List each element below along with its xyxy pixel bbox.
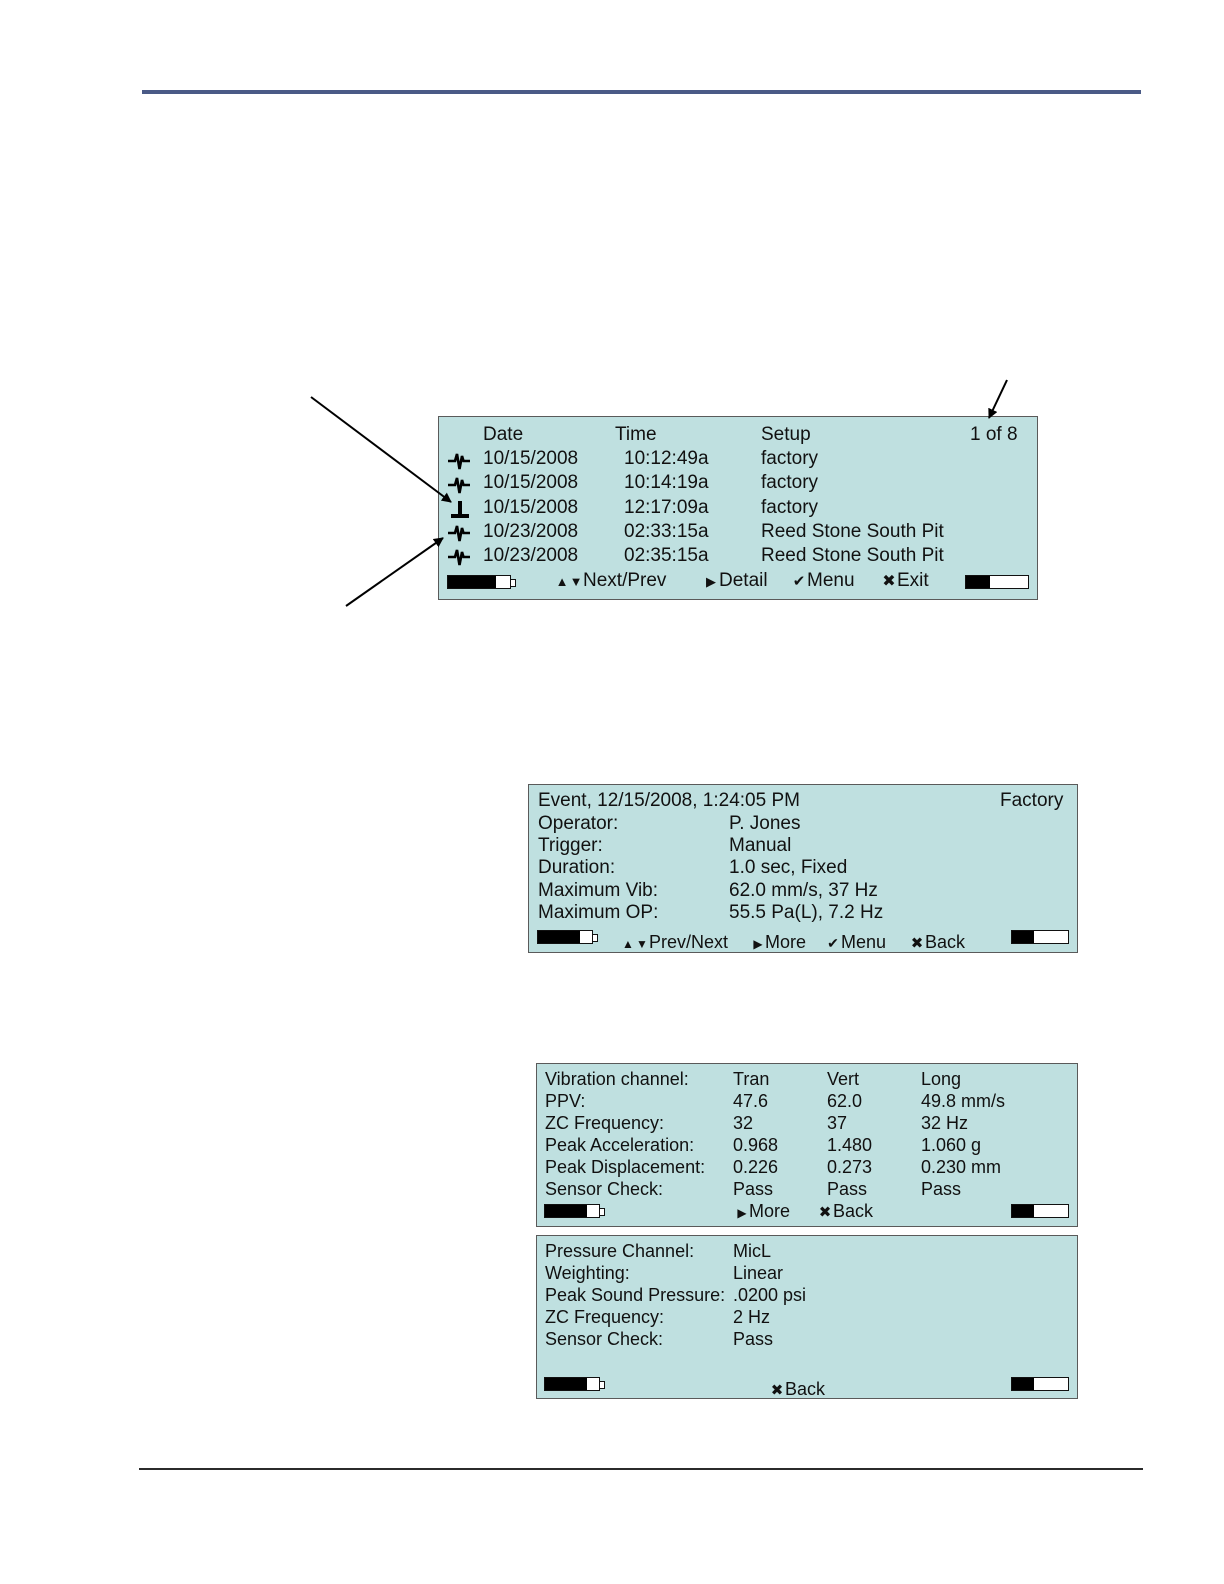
back-label: Back: [785, 1379, 826, 1399]
vib-long-value: 49.8 mm/s: [921, 1091, 1006, 1111]
more-softkey[interactable]: [751, 931, 806, 955]
back-label: Back: [925, 932, 966, 952]
next-prev-label: Next/Prev: [583, 570, 667, 591]
vib-row-label: Sensor Check:: [545, 1179, 664, 1199]
pressure-row-value: .0200 psi: [733, 1285, 807, 1305]
vib-tran-value: 47.6: [733, 1091, 769, 1111]
battery-indicator: [544, 1204, 600, 1218]
waveform-callout-arrow: [346, 538, 443, 606]
more-label: More: [749, 1201, 791, 1221]
battery-indicator: [544, 1377, 600, 1391]
prev-next-label: Prev/Next: [649, 932, 729, 952]
event-date: 10/23/2008: [483, 521, 579, 542]
event-time: 02:33:15a: [624, 521, 709, 542]
close-icon: ✖: [882, 573, 896, 590]
memory-indicator: [1011, 1204, 1069, 1218]
back-label: Back: [833, 1201, 874, 1221]
up-arrow-icon: ▲: [622, 937, 634, 951]
back-softkey[interactable]: [817, 1200, 873, 1224]
pressure-row-value: 2 Hz: [733, 1307, 771, 1327]
vib-row-label: ZC Frequency:: [545, 1113, 665, 1133]
event-time: 10:12:49a: [624, 448, 709, 469]
footer-rule: [139, 1468, 1143, 1470]
event-setup: Reed Stone South Pit: [761, 545, 944, 566]
event-setup: factory: [761, 448, 819, 469]
summary-value: P. Jones: [729, 813, 801, 834]
right-arrow-icon: ▶: [737, 1206, 747, 1220]
down-arrow-icon: ▼: [569, 574, 583, 589]
close-icon: ✖: [818, 1204, 832, 1221]
more-softkey[interactable]: [735, 1200, 790, 1224]
vib-header-long: Long: [921, 1069, 962, 1089]
check-icon: ✔: [792, 573, 806, 590]
back-softkey[interactable]: [769, 1378, 825, 1402]
menu-label: Menu: [807, 570, 855, 591]
prev-next-softkey[interactable]: [621, 931, 728, 955]
next-prev-softkey[interactable]: [555, 570, 666, 593]
vib-header-label: Vibration channel:: [545, 1069, 689, 1089]
event-date: 10/15/2008: [483, 448, 579, 469]
page-indicator: 1 of 8: [970, 424, 1018, 445]
vib-long-value: 1.060 g: [921, 1135, 982, 1155]
menu-label: Menu: [841, 932, 887, 952]
summary-label: Duration:: [538, 857, 616, 878]
check-icon: ✔: [827, 935, 839, 951]
event-setup: Reed Stone South Pit: [761, 521, 944, 542]
vib-long-value: 32 Hz: [921, 1113, 969, 1133]
col-header-date: Date: [483, 424, 524, 445]
battery-indicator: [537, 930, 593, 944]
exit-softkey[interactable]: [881, 570, 929, 593]
header-rule: [142, 90, 1141, 94]
vibration-detail-screen: [536, 1063, 1078, 1227]
menu-softkey[interactable]: [791, 570, 855, 593]
event-date: 10/15/2008: [483, 497, 579, 518]
pressure-row-value: Linear: [733, 1263, 784, 1283]
back-softkey[interactable]: [909, 931, 965, 955]
vib-tran-value: Pass: [733, 1179, 774, 1199]
vib-long-value: 0.230 mm: [921, 1157, 1002, 1177]
event-list-screen: [438, 416, 1038, 600]
more-label: More: [765, 932, 807, 952]
memory-indicator: [1011, 1377, 1069, 1391]
event-date: 10/15/2008: [483, 472, 579, 493]
vib-tran-value: 32: [733, 1113, 754, 1133]
pressure-row-label: Pressure Channel:: [545, 1241, 695, 1261]
waveform-icon: [447, 522, 471, 544]
pressure-row-label: Sensor Check:: [545, 1329, 664, 1349]
battery-indicator: [447, 575, 511, 589]
event-setup: factory: [761, 472, 819, 493]
vib-vert-value: 1.480: [827, 1135, 873, 1155]
pressure-row-value: MicL: [733, 1241, 772, 1261]
vib-row-label: PPV:: [545, 1091, 586, 1111]
memory-indicator: [965, 575, 1029, 589]
vib-vert-value: 0.273: [827, 1157, 873, 1177]
pressure-row-label: Peak Sound Pressure:: [545, 1285, 726, 1305]
summary-value: 62.0 mm/s, 37 Hz: [729, 880, 878, 901]
histogram-callout-arrow: [311, 397, 451, 502]
summary-label: Maximum OP:: [538, 902, 659, 923]
vib-vert-value: 62.0: [827, 1091, 863, 1111]
pressure-row-value: Pass: [733, 1329, 774, 1349]
event-summary-screen: [528, 784, 1078, 953]
event-time: 12:17:09a: [624, 497, 709, 518]
vib-tran-value: 0.226: [733, 1157, 779, 1177]
waveform-icon: [447, 450, 471, 472]
close-icon: ✖: [910, 935, 924, 952]
col-header-time: Time: [615, 424, 657, 445]
summary-label: Trigger:: [538, 835, 603, 856]
detail-label: Detail: [719, 570, 768, 591]
right-arrow-icon: ▶: [706, 574, 716, 589]
page-indicator-callout-arrow: [989, 380, 1007, 418]
vib-vert-value: Pass: [827, 1179, 868, 1199]
summary-value: 1.0 sec, Fixed: [729, 857, 848, 878]
vib-row-label: Peak Acceleration:: [545, 1135, 695, 1155]
vib-vert-value: 37: [827, 1113, 848, 1133]
vib-header-vert: Vert: [827, 1069, 860, 1089]
exit-label: Exit: [897, 570, 929, 591]
event-time: 10:14:19a: [624, 472, 709, 493]
close-icon: ✖: [770, 1382, 784, 1399]
summary-label: Operator:: [538, 813, 619, 834]
pressure-row-label: ZC Frequency:: [545, 1307, 665, 1327]
event-setup-name: Factory: [1000, 790, 1064, 811]
vib-tran-value: 0.968: [733, 1135, 779, 1155]
right-arrow-icon: ▶: [753, 937, 763, 951]
event-date: 10/23/2008: [483, 545, 579, 566]
up-arrow-icon: ▲: [555, 574, 569, 589]
event-time: 02:35:15a: [624, 545, 709, 566]
waveform-icon: [447, 546, 471, 568]
summary-label: Maximum Vib:: [538, 880, 659, 901]
vib-long-value: Pass: [921, 1179, 962, 1199]
waveform-icon: [447, 474, 471, 496]
down-arrow-icon: ▼: [636, 937, 648, 951]
histogram-icon: [447, 498, 471, 520]
menu-softkey[interactable]: [825, 931, 886, 954]
summary-value: Manual: [729, 835, 792, 856]
col-header-setup: Setup: [761, 424, 811, 445]
pressure-row-label: Weighting:: [545, 1263, 630, 1283]
event-setup: factory: [761, 497, 819, 518]
memory-indicator: [1011, 930, 1069, 944]
summary-value: 55.5 Pa(L), 7.2 Hz: [729, 902, 884, 923]
event-title: Event, 12/15/2008, 1:24:05 PM: [538, 790, 800, 811]
vib-row-label: Peak Displacement:: [545, 1157, 706, 1177]
vib-header-tran: Tran: [733, 1069, 770, 1089]
pressure-detail-screen: [536, 1235, 1078, 1399]
detail-softkey[interactable]: [703, 570, 768, 593]
